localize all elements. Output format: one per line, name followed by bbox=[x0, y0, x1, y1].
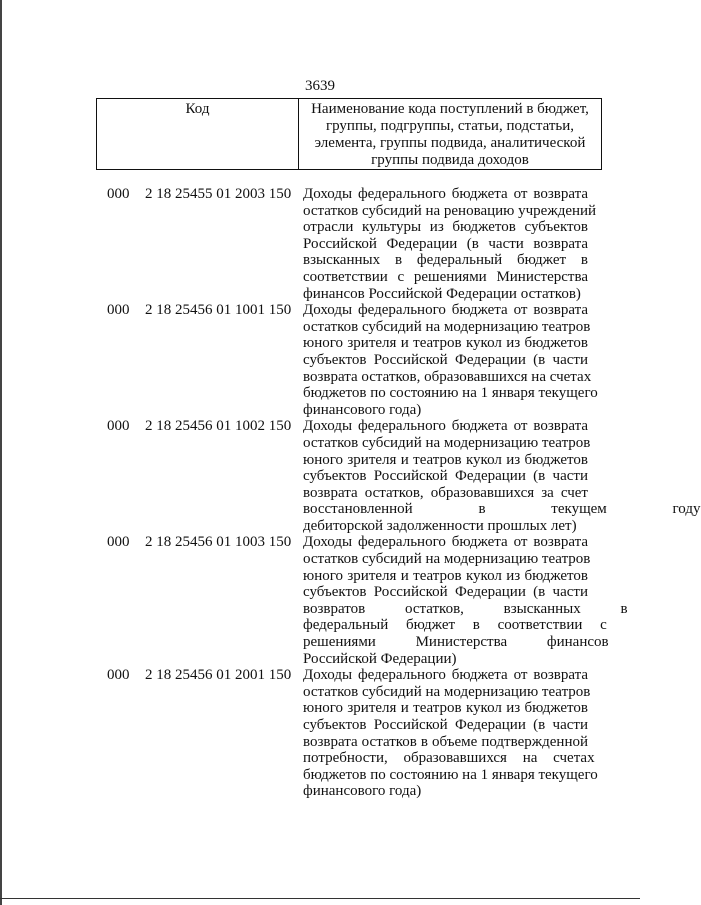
description-line: взысканных в федеральный бюджет в bbox=[303, 252, 588, 269]
header-name-cell bbox=[299, 99, 601, 169]
description-line: решениями Министерства финансов bbox=[303, 634, 609, 651]
description-line: возвратов остатков, взысканных в bbox=[303, 600, 628, 617]
row-revenue-code: 2 18 25456 01 2001 150 bbox=[145, 667, 292, 684]
description-line: Доходы федерального бюджета от возврата bbox=[303, 667, 588, 684]
row-description bbox=[303, 186, 597, 302]
description-line: возврата остатков, образовавшихся на счетах bbox=[303, 368, 592, 385]
header-name-line: группы подвида доходов bbox=[371, 152, 529, 168]
row-revenue-code: 2 18 25456 01 1001 150 bbox=[145, 302, 292, 319]
description-line: остатков субсидий на модернизацию театров bbox=[303, 318, 591, 335]
description-line: соответствии с решениями Министерства bbox=[303, 268, 588, 285]
description-line: остатков субсидий на модернизацию театров bbox=[303, 434, 591, 451]
header-name-line: Наименование кода поступлений в бюджет, bbox=[311, 101, 589, 117]
description-line: Российской Федерации) bbox=[303, 650, 457, 667]
description-line: финансового года) bbox=[303, 401, 422, 418]
row-admin-code: 000 bbox=[107, 186, 130, 202]
description-line: остатков субсидий на модернизацию театров bbox=[303, 683, 591, 700]
header-code-cell: Код bbox=[97, 99, 299, 169]
description-line: дебиторской задолженности прошлых лет) bbox=[303, 517, 577, 534]
table-row bbox=[0, 302, 640, 418]
table-body bbox=[0, 186, 701, 800]
row-revenue-code: 2 18 25455 01 2003 150 bbox=[145, 186, 292, 202]
row-revenue-code: 2 18 25456 01 1003 150 bbox=[145, 534, 292, 551]
description-line: юного зрителя и театров кукол из бюджетов bbox=[303, 451, 588, 468]
table-row bbox=[0, 186, 640, 302]
row-description bbox=[303, 667, 598, 800]
description-line: восстановленной в текущем году bbox=[303, 501, 701, 518]
table-row bbox=[0, 418, 701, 534]
description-line: Российской Федерации (в части возврата bbox=[303, 235, 588, 252]
header-name-line: группы, подгруппы, статьи, подстатьи, bbox=[325, 118, 575, 134]
description-line: отрасли культуры из бюджетов субъектов bbox=[303, 219, 588, 236]
row-description bbox=[303, 534, 628, 667]
row-description bbox=[303, 302, 598, 418]
description-line: бюджетов по состоянию на 1 января текущего bbox=[303, 385, 598, 402]
row-admin-code: 000 bbox=[107, 667, 130, 684]
row-description bbox=[303, 418, 701, 534]
description-line: субъектов Российской Федерации (в части bbox=[303, 351, 588, 368]
row-admin-code: 000 bbox=[107, 418, 130, 435]
table-row bbox=[0, 534, 640, 667]
description-line: субъектов Российской Федерации (в части bbox=[303, 584, 588, 601]
description-line: субъектов Российской Федерации (в части bbox=[303, 468, 588, 485]
description-line: юного зрителя и театров кукол из бюджетов bbox=[303, 700, 588, 717]
row-admin-code: 000 bbox=[107, 534, 130, 551]
description-line: юного зрителя и театров кукол из бюджетов bbox=[303, 335, 588, 352]
description-line: Доходы федерального бюджета от возврата bbox=[303, 418, 588, 435]
description-line: Доходы федерального бюджета от возврата bbox=[303, 302, 588, 319]
description-line: юного зрителя и театров кукол из бюджетов bbox=[303, 567, 588, 584]
description-line: потребности, образовавшихся на счетах bbox=[303, 750, 595, 767]
description-line: субъектов Российской Федерации (в части bbox=[303, 717, 588, 733]
description-line: Доходы федерального бюджета от возврата bbox=[303, 186, 588, 202]
description-line: возврата остатков в объеме подтвержденной bbox=[303, 733, 588, 750]
table-header bbox=[96, 98, 602, 170]
description-line: возврата остатков, образовавшихся за счет bbox=[303, 484, 588, 501]
description-line: остатков субсидий на модернизацию театров bbox=[303, 551, 591, 568]
row-revenue-code: 2 18 25456 01 1002 150 bbox=[145, 418, 292, 435]
header-name-line: элемента, группы подвида, аналитической bbox=[314, 135, 586, 151]
description-line: бюджетов по состоянию на 1 января текущего bbox=[303, 766, 598, 783]
page-number: 3639 bbox=[305, 78, 335, 94]
description-line: финансов Российской Федерации остатков) bbox=[303, 285, 581, 302]
description-line: финансового года) bbox=[303, 783, 422, 800]
description-line: федеральный бюджет в соответствии с bbox=[303, 617, 607, 634]
table-row bbox=[0, 667, 640, 800]
row-admin-code: 000 bbox=[107, 302, 130, 319]
description-line: остатков субсидий на реновацию учреждений bbox=[303, 202, 597, 219]
description-line: Доходы федерального бюджета от возврата bbox=[303, 534, 588, 551]
page-bottom-edge bbox=[0, 898, 640, 899]
